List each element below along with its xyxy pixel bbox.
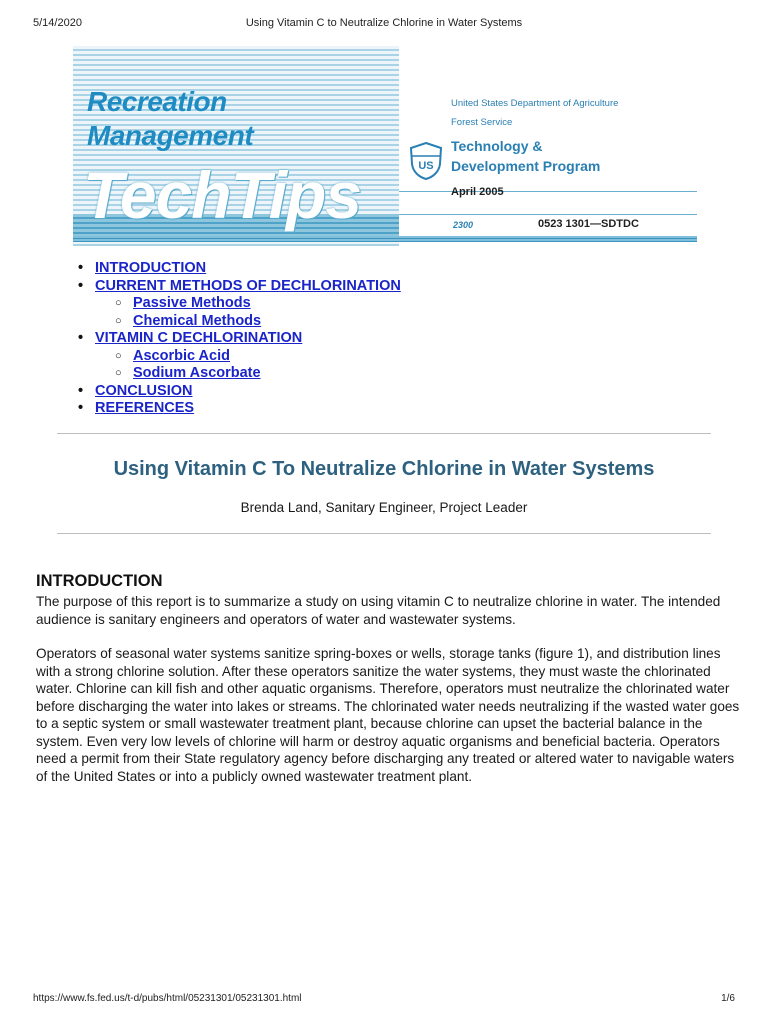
intro-paragraph-1: The purpose of this report is to summarize a study on using vitamin C to neutralize chlorine in water. The intended audience is sanitary engineers and operators of water and wastewater systems.: [36, 594, 721, 627]
publication-date: April 2005: [451, 186, 504, 198]
toc-subitem: [95, 365, 401, 383]
toc-link-introduction[interactable]: INTRODUCTION: [95, 260, 207, 276]
toc-subitem: [95, 295, 401, 313]
document-title: Using Vitamin C To Neutralize Chlorine in Water Systems: [113, 458, 655, 480]
document-number: 0523 1301—SDTDC: [538, 218, 639, 230]
banner-divider: [399, 191, 697, 192]
banner-bottom-band: [73, 236, 697, 242]
toc-item: [75, 383, 401, 401]
author-line: Brenda Land, Sanitary Engineer, Project Leader: [240, 500, 528, 515]
techtips-banner: [73, 46, 697, 246]
toc-item: [75, 400, 401, 418]
toc-item: [75, 330, 401, 383]
toc-subitem: [95, 348, 401, 366]
toc-link-ascorbic-acid[interactable]: Ascorbic Acid: [133, 347, 230, 364]
section-heading-introduction: INTRODUCTION: [36, 572, 163, 590]
banner-recreation: Recreation: [87, 86, 227, 117]
print-url: https://www.fs.fed.us/t-d/pubs/html/05231301/05231301.html: [33, 993, 302, 1004]
table-of-contents: [75, 260, 401, 418]
forest-service-shield-icon: [409, 142, 443, 180]
print-footer: [33, 993, 735, 1007]
divider: [57, 533, 711, 534]
banner-service: Forest Service: [451, 117, 513, 128]
banner-program: [451, 136, 600, 176]
banner-techtips-logo: TechTips: [83, 158, 362, 232]
toc-subitem: [95, 313, 401, 331]
print-date: 5/14/2020: [33, 17, 82, 29]
toc-link-vitamin-c[interactable]: VITAMIN C DECHLORINATION: [95, 330, 303, 346]
print-title: Using Vitamin C to Neutralize Chlorine in Water Systems: [245, 17, 523, 29]
toc-link-conclusion[interactable]: CONCLUSION: [95, 382, 193, 399]
toc-link-references[interactable]: REFERENCES: [95, 400, 195, 416]
toc-link-chemical-methods[interactable]: Chemical Methods: [133, 312, 262, 329]
toc-item: [75, 260, 401, 278]
shield-text: US: [418, 160, 434, 172]
program-line2: Development Program: [451, 158, 601, 174]
divider: [57, 433, 711, 434]
print-header: [33, 17, 735, 31]
intro-paragraph-2: Operators of seasonal water systems sanitize spring-boxes or wells, storage tanks (figure 1), and distribution lines with a strong chlorine solution. After these operators sanitize the water systems, they must waste the chlorinated water. Chlorine can kill fish and other aquatic organisms. Therefore, operators must neutralize the chlorinated water before discharging the water into lakes or streams. The chlorinated water needs neutralizing if the wasted water goes to a septic system or small wastewater treatment plant, because chlorine can upset the bacterial balance in the system. Even very low levels of chlorine will harm or destroy aquatic organisms and beneficial bacteria. Operators need a permit from their State regulatory agency before discharging any treated or altered water to navigable waters of the United States or into a publicly owned wastewater treatment plant.: [36, 646, 740, 784]
banner-divider: [399, 214, 697, 215]
toc-link-passive-methods[interactable]: Passive Methods: [133, 295, 251, 311]
page-number: 1/6: [721, 993, 735, 1004]
banner-agency: United States Department of Agriculture: [451, 98, 619, 109]
toc-link-current-methods[interactable]: CURRENT METHODS OF DECHLORINATION: [95, 277, 401, 294]
banner-management: Management: [87, 120, 254, 151]
toc-item: [75, 278, 401, 331]
toc-link-sodium-ascorbate[interactable]: Sodium Ascorbate: [133, 365, 261, 381]
publication-code: 2300: [453, 220, 474, 230]
program-line1: Technology &: [451, 138, 543, 154]
